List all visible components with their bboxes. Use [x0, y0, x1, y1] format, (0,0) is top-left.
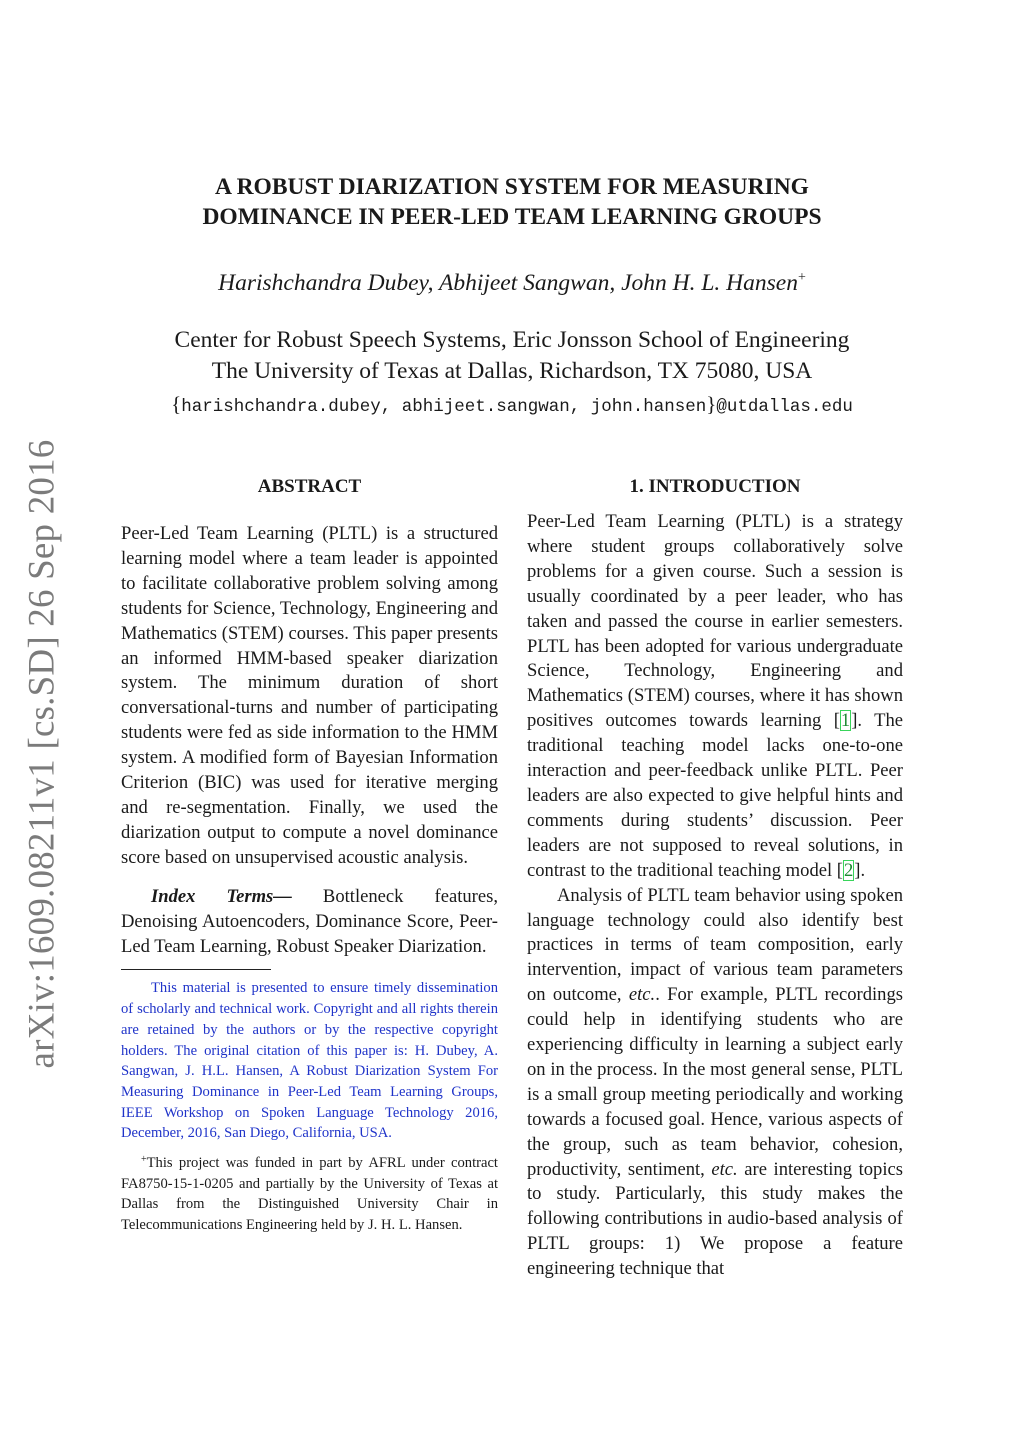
intro-paragraph-2: [527, 884, 903, 1283]
intro-p2-text-b: . For example, PLTL recordings could help in identifying students who are experiencing difficulty in learning a subject early on in the process. In the most general sense, PLTL is a small group meeting periodically and working towards a focused goal. Hence, various aspects of the group, such as team behavior, cohesion, productivity, sentiment,: [527, 984, 903, 1180]
funding-footnote-mark: +: [141, 1154, 147, 1166]
email-open-brace: {: [171, 392, 182, 416]
intro-p1-text-c: ].: [854, 859, 866, 881]
abstract-heading: ABSTRACT: [257, 476, 362, 497]
intro-paragraph-1: [527, 510, 903, 884]
intro-p2-text-c: are interesting topics to study. Particularly, this study makes the following contributions in audio-based analysis of PLTL groups: 1) We propose a feature engineering technique that: [527, 1158, 903, 1280]
index-terms: [121, 885, 498, 960]
footnote-divider: [121, 969, 271, 970]
affiliation-line-2: The University of Texas at Dallas, Richardson, TX 75080, USA: [211, 358, 813, 384]
abstract-text: Peer-Led Team Learning (PLTL) is a structured learning model where a team leader is appointed to facilitate collaborative problem solving among students for Science, Technology, Engineering and Mathematics (STEM) courses. This paper presents an informed HMM-based speaker diarization system. The minimum duration of short conversational-turns and number of participating students were fed as side information to the HMM system. A modified form of Bayesian Information Criterion (BIC) was used for iterative merging and re-segmentation. Finally, we used the diarization output to compute a novel dominance score based on unsupervised acoustic analysis.: [121, 523, 498, 868]
intro-p1-text-a: Peer-Led Team Learning (PLTL) is a strategy where student groups collaboratively solve problems for a given course. Such a session is usually coordinated by a peer leader, who has taken and passed the course in earlier semesters. PLTL has been adopted for various undergraduate Science, Technology, Engineering and Mathematics (STEM) courses, where it has shown positives outcomes towards learning [: [527, 511, 903, 732]
funding-footnote-text: This project was funded in part by AFRL under contract FA8750-15-1-0205 and partially by the University of Texas at Dallas from the Distinguished University Chair in Telecommunications Engineering held by J. H. L. Hansen.: [121, 1155, 498, 1234]
email-close-brace: }: [706, 392, 717, 416]
paper-title: [110, 172, 914, 232]
author-names: Harishchandra Dubey, Abhijeet Sangwan, John H. L. Hansen: [218, 270, 798, 296]
introduction-heading: 1. INTRODUCTION: [629, 476, 801, 497]
intro-p2-text-a: Analysis of PLTL team behavior using spoken language technology could also identify best practices in terms of team composition, early intervention, impact of various team parameters on outcome,: [527, 884, 903, 1006]
affiliation-line-1: Center for Robust Speech Systems, Eric Jonsson School of Engineering: [174, 327, 850, 353]
intro-p2-etc-2: etc.: [711, 1158, 738, 1180]
arxiv-sidebar: [12, 439, 72, 1069]
citation-link-2[interactable]: 2: [844, 859, 854, 881]
author-list: [110, 263, 914, 298]
email-usernames: harishchandra.dubey, abhijeet.sangwan, john.hansen: [181, 397, 707, 417]
author-footnote-mark: +: [797, 270, 806, 285]
author-emails: [100, 392, 924, 419]
right-column: [527, 474, 903, 1282]
email-domain: @utdallas.edu: [716, 397, 853, 417]
title-line-1: A ROBUST DIARIZATION SYSTEM FOR MEASURING: [215, 174, 809, 200]
intro-p2-etc-1: etc.: [628, 984, 656, 1006]
left-column: [121, 474, 498, 1236]
intro-p1-text-b: ]. The traditional teaching model lacks one-to-one interaction and peer-feedback unlike PLTL. Peer leaders are also expected to give helpful hints and comments during students’ discussion. Peer leaders are not supposed to reveal solutions, in contrast to the traditional teaching model [: [527, 710, 904, 881]
index-terms-list: Bottleneck features, Denoising Autoencoders, Dominance Score, Peer-Led Team Learning, Robust Speaker Diarization.: [121, 885, 498, 957]
affiliation: [100, 325, 924, 387]
citation-link-1[interactable]: 1: [840, 710, 851, 732]
title-line-2: DOMINANCE IN PEER-LED TEAM LEARNING GROUPS: [202, 204, 822, 230]
index-terms-label: Index Terms—: [151, 885, 292, 907]
copyright-footnote: This material is presented to ensure timely dissemination of scholarly and technical work. Copyright and all rights therein are retained by the authors or by the respective copyright holders. The original citation of this paper is: H. Dubey, A. Sangwan, J. H.L. Hansen, A Robust Diarization System For Measuring Dominance in Peer-Led Team Learning Groups, IEEE Workshop on Spoken Language Technology 2016, December, 2016, San Diego, California, USA.: [121, 980, 498, 1142]
funding-footnote: [121, 1150, 498, 1236]
arxiv-identifier: arXiv:1609.08211v1 [cs.SD] 26 Sep 2016: [21, 439, 63, 1069]
